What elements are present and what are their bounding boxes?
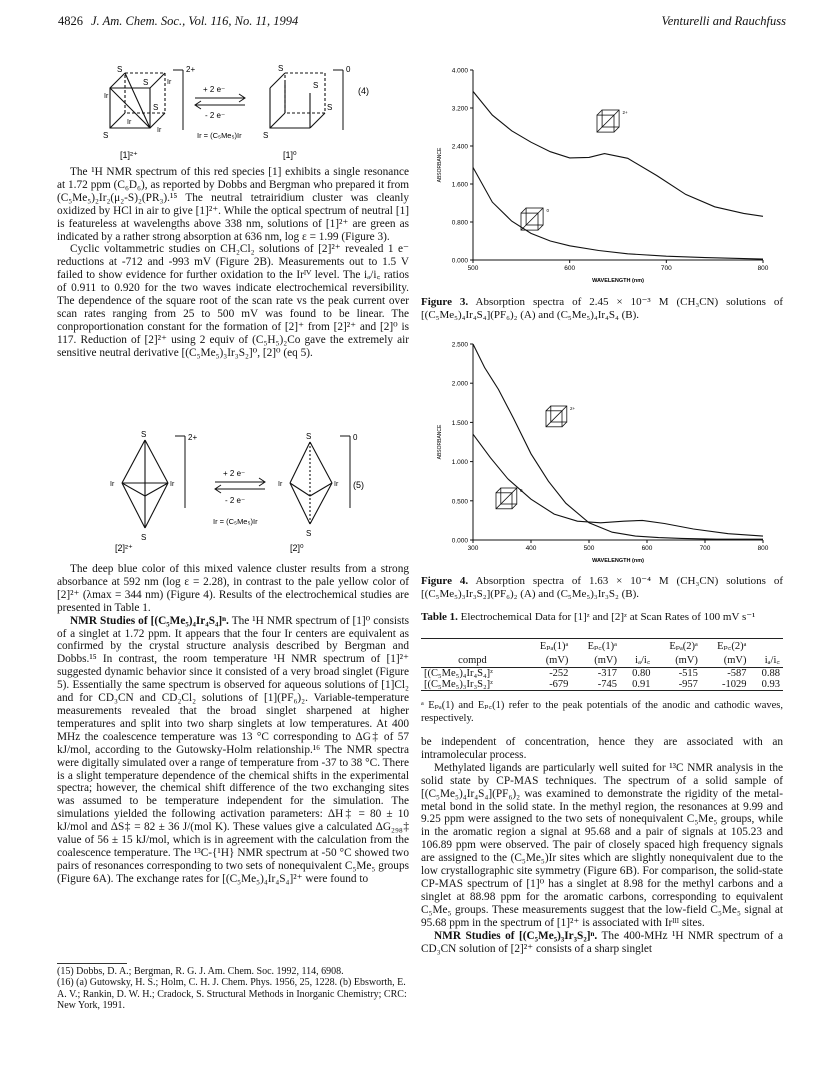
cluster-inset <box>546 406 567 427</box>
arrow-bottom-label: - 2 e⁻ <box>225 496 246 505</box>
cell: 0.80 <box>632 668 651 679</box>
charge-left: 2+ <box>188 433 198 442</box>
cell: 0.91 <box>632 679 651 690</box>
svg-text:S: S <box>327 103 333 112</box>
y-tick-label: 1.000 <box>451 459 468 467</box>
svg-text:S: S <box>153 103 159 112</box>
paragraph-text: The ¹H NMR spectrum of [1]⁰ consists of a singlet at 1.72 ppm. It appears that the four Ir centers are equivalent as confirmed by the crystal structure analysis described by Bergman and Dobbs.¹⁵ In contrast, the room temperature ¹H NMR spectrum of [1]²⁺ suggested dynamic behavior since it consisted of a very broad singlet (Figure 5). Essentially the same spectrum is observed for aqueous solutions of [1]Cl₂ and for CD₃CN and CD₂Cl₂ solutions of [1](PF₆)₂. Variable-temperature measurements revealed that the broad singlet sharpened at higher temperatures and split into two sharp singlets at low temperatures. At 400 MHz the coalescence temperature was 13 °C corresponding to ΔG‡ of 57 kJ/mol, according to the Gutowsky-Holm relationship.¹⁶ The NMR spectra were digitally simulated over a range of temperature from -37 to 38 °C. There is a slight temperature dependence of the chemical shifts in the experimental spectra; however, the chemical shift difference of the two exchanging sites was assumed to be temperature independent for the simulation. The simulations yielded the following activation parameters: ΔH‡ = 80 ± 10 kJ/mol and ΔS‡ = 82 ± 36 J/(mol K). These values give a calculated ΔG₂₉₈‡ value of 56 ± 15 kJ/mol, which is in agreement with the calculation from the coalescence temperature. The ¹³C-{¹H} NMR spectrum at -50 °C showed two pairs of resonances corresponding to two sets of nonequivalent C₅Me₅ groups (Figure 6A). The exchange rates for [(C₅Me₅)₄Ir₄S₄]²⁺ were found to <box>57 614 409 885</box>
inset-edge <box>614 127 619 132</box>
table-row <box>421 668 783 680</box>
scheme-eq5 <box>100 428 400 553</box>
electrochem-table <box>421 638 783 691</box>
table-header-row-2 <box>421 653 783 668</box>
table-footnote: ᵃ Eₚₐ(1) and Eₚ꜀(1) refer to the peak potentials of the anodic and cathodic waves, respectively. <box>421 700 783 724</box>
cluster-inset <box>496 488 517 509</box>
cluster-inset <box>521 208 543 230</box>
figure-3 <box>421 58 783 293</box>
figure-4 <box>421 336 783 571</box>
figure-3-caption <box>421 296 783 321</box>
ir-definition: Ir = (C₅Me₅)Ir <box>197 131 242 140</box>
cell: [(C₅Me₅)₃Ir₃S₂]ᶻ <box>424 679 493 690</box>
y-tick-label: 3.200 <box>451 105 468 113</box>
table-label: Table 1. <box>421 611 458 623</box>
footnote-rule <box>57 963 127 964</box>
cell: [(C₅Me₅)₄Ir₄S₄]ᶻ <box>424 668 493 679</box>
inset-edge <box>546 411 562 427</box>
inset-edge <box>496 493 512 509</box>
cell: -515 <box>678 668 698 679</box>
footnotes <box>57 966 409 1011</box>
x-tick-label: 800 <box>757 545 769 552</box>
footnote-16: (16) (a) Gutowsky, H. S.; Holm, C. H. J. Chem. Phys. 1956, 25, 1228. (b) Ebsworth, E. A. V.; Rankin, D. W. H.; Cradock, S. Structural Methods in Inorganic Chemistry; CRC: New York, 1991. <box>57 977 407 1011</box>
unit-header: (mV) <box>675 654 698 666</box>
label-right: [1]⁰ <box>283 150 297 160</box>
caption-text: Absorption spectra of 2.45 × 10⁻³ M (CH₃CN) solutions of [(C₅Me₅)₄Ir₄S₄](PF₆)₂ (A) and (C₅Me₅)₄Ir₄S₄ (B). <box>421 296 783 321</box>
caption-text: Absorption spectra of 1.63 × 10⁻⁴ M (CH₃CN) solutions of [(C₅Me₅)₃Ir₃S₂](PF₆)₂ (A) and (C₅Me₅)₃Ir₃S₂ (B). <box>421 575 783 600</box>
page-number: 4826 <box>58 14 83 28</box>
running-header <box>58 14 786 32</box>
svg-text:S: S <box>306 529 312 538</box>
x-tick-label: 600 <box>641 545 653 552</box>
svg-text:S: S <box>306 432 312 441</box>
label-right: [2]⁰ <box>290 543 304 553</box>
figure-4-chart <box>421 336 783 571</box>
cell: -252 <box>549 668 569 679</box>
table-1-title <box>421 611 783 624</box>
y-tick-label: 0.800 <box>451 219 468 227</box>
charge-left: 2+ <box>186 65 196 74</box>
inset-charge: 2+ <box>570 406 576 411</box>
cell: -957 <box>678 679 698 690</box>
footnote-15: (15) Dobbs, D. A.; Bergman, R. G. J. Am. Chem. Soc. 1992, 114, 6908. <box>57 966 344 977</box>
charge-right: 0 <box>346 65 351 74</box>
inset-edge <box>562 422 567 427</box>
cell: -1029 <box>721 679 747 690</box>
unit-header: (mV) <box>545 654 569 666</box>
inset-edge <box>546 406 551 411</box>
x-tick-label: 400 <box>525 545 537 552</box>
y-tick-label: 2.500 <box>451 341 468 349</box>
journal-citation: J. Am. Chem. Soc., Vol. 116, No. 11, 1994 <box>91 14 299 28</box>
scheme-eq4-drawing <box>95 58 395 163</box>
x-tick-label: 600 <box>564 265 576 272</box>
col-header: iₐ/i꜀ <box>764 655 780 666</box>
header-authors: Venturelli and Rauchfuss <box>661 14 786 28</box>
unit-header: (mV) <box>723 654 747 666</box>
series-line <box>473 167 763 259</box>
equilibrium-arrows <box>215 478 265 493</box>
cell: -317 <box>597 668 617 679</box>
inset-charge: 2+ <box>622 110 628 115</box>
scheme-eq4 <box>95 58 395 163</box>
svg-text:Ir: Ir <box>127 119 132 126</box>
inset-edge <box>496 488 501 493</box>
ir-definition: Ir = (C₅Me₅)Ir <box>213 517 258 526</box>
x-axis-label: WAVELENGTH (nm) <box>592 558 644 564</box>
inset-edge <box>562 406 567 411</box>
cluster-inset <box>597 110 619 132</box>
y-tick-label: 4.000 <box>451 67 468 75</box>
y-tick-label: 0.500 <box>451 498 468 506</box>
inset-edge <box>597 110 602 115</box>
svg-text:S: S <box>278 64 284 73</box>
inset-charge: 0 <box>546 208 550 213</box>
cell: 0.93 <box>761 679 780 690</box>
right-column-text <box>421 736 783 955</box>
paragraph-text: The 400-MHz ¹H NMR spectrum of a CD₃CN solution of [2]²⁺ consists of a sharp singlet <box>421 929 783 955</box>
cell: -679 <box>549 679 569 690</box>
svg-text:S: S <box>141 533 147 542</box>
col-header: Eₚ꜀(2)ᵃ <box>717 641 747 652</box>
col-header: compd <box>458 654 487 666</box>
paragraph: The deep blue color of this mixed valence cluster results from a strong absorbance at 592 nm (log ε = 2.28), in contrast to the pale yellow color of [2]²⁺ (λmax = 344 nm) (Figure 4). Results of the electrochemical studies are presented in Table 1. <box>57 563 409 614</box>
svg-text:S: S <box>263 131 269 140</box>
x-axis-label: WAVELENGTH (nm) <box>592 278 644 284</box>
equation-number: (5) <box>353 480 364 490</box>
col-header: Eₚₐ(2)ᵃ <box>669 641 698 652</box>
svg-text:S: S <box>313 81 319 90</box>
inset-edge <box>614 110 619 115</box>
cell: -745 <box>597 679 617 690</box>
paragraph: Methylated ligands are particularly well suited for ¹³C NMR analysis in the solid state by CP-MAS techniques. The spectrum of a solid sample of [(C₅Me₅)₄Ir₄S₄](PF₆)₂ was examined to demonstrate the rigidity of the metal-metal bond in the solid state. In the methyl region, the resonances at 9.99 and 9.25 ppm were assigned to the two sets of nonequivalent C₅Me₅ groups, while in the aromatic region a signal at 95.68 and a pair of signals at 105.23 and 106.89 ppm were observed. The pair of closely spaced high frequency signals are assigned to the (C₅Me₅)Ir sites which are slightly nonequivalent due to the low crystallographic site symmetry (Figure 6B). For comparison, the solid-state CP-MAS spectrum of [1]⁰ has a singlet at 8.98 for the methyl carbons and a singlet at 88.98 ppm for the aromatic carbons, corresponding to equivalent C₅Me₅ groups. These measurements suggest that the low-field C₅Me₅ signal at 95.68 ppm in the spectrum of [1]²⁺ is associated with Irᴵᴵᴵ sites. <box>421 761 783 929</box>
paragraph-nmr-2 <box>421 930 783 956</box>
paragraph: be independent of concentration, hence they are associated with an intramolecular process. <box>421 736 783 761</box>
y-tick-label: 1.500 <box>451 419 468 427</box>
y-tick-label: 2.400 <box>451 143 468 151</box>
svg-text:Ir: Ir <box>170 481 175 488</box>
arrow-top-label: + 2 e⁻ <box>223 469 246 478</box>
cube-cluster-left <box>110 73 165 128</box>
arrow-top-label: + 2 e⁻ <box>203 85 226 94</box>
figure-3-chart <box>421 58 783 293</box>
y-axis-label: ABSORBANCE <box>437 147 443 183</box>
svg-text:Ir: Ir <box>110 481 115 488</box>
table-row <box>421 679 783 691</box>
cell: -587 <box>727 668 747 679</box>
left-column-upper <box>57 166 409 360</box>
cell: 0.88 <box>761 668 780 679</box>
inset-edge <box>521 208 526 213</box>
y-tick-label: 0.000 <box>451 537 468 545</box>
inset-edge <box>538 225 543 230</box>
svg-text:Ir: Ir <box>104 93 109 100</box>
series-line <box>473 344 763 539</box>
x-tick-label: 500 <box>583 545 595 552</box>
paragraph: The ¹H NMR spectrum of this red species [1] exhibits a single resonance at 1.72 ppm (C₆D₆), as reported by Dobbs and Bergman who prepared it from (C₅Me₅)₂Ir₂(μ₂-S)₂(PR₃).¹⁵ The neutral tetrairidium cluster was cleanly oxidized by HCl in air to give [1]²⁺. While the optical spectrum of neutral [1] is featureless at wavelengths above 338 nm, solutions of [1]²⁺ are green as indicated by a rather strong absorption at 636 nm, log ε = 1.99 (Figure 3). <box>57 166 409 243</box>
svg-text:Ir: Ir <box>167 79 172 86</box>
paragraph: Cyclic voltammetric studies on CH₂Cl₂ solutions of [2]²⁺ revealed 1 e⁻ reductions at -712 and -993 mV (Figure 2B). Measurements out to 1.5 V failed to show evidence for further oxidation to the Irᴵⱽ level. The iₐ/i꜀ ratios of 0.911 to 0.920 for the two waves indicate electrochemical reversibility. The dependence of the square root of the scan rate vs the peak current over scan rates ranging from 25 to 500 mV was found to be linear. The conproportionation constant for the formation of [2]⁺ from [2]²⁺ and [2]⁰ is 117. Reduction of [2]²⁺ using 2 equiv of (C₅H₅)₂Co gave the extremely air sensitive neutral derivative [(C₅Me₅)₃Ir₃S₂]⁰, [2]⁰ (eq 5). <box>57 243 409 359</box>
paragraph-nmr-1 <box>57 615 409 886</box>
svg-text:Ir: Ir <box>157 127 162 134</box>
arrow-bottom-label: - 2 e⁻ <box>205 111 226 120</box>
table-1 <box>421 638 783 691</box>
y-tick-label: 0.000 <box>451 257 468 265</box>
caption-label: Figure 4. <box>421 575 469 587</box>
x-tick-label: 800 <box>757 265 769 272</box>
unit-header: (mV) <box>594 654 617 666</box>
left-column-lower <box>57 563 409 886</box>
x-tick-label: 700 <box>699 545 711 552</box>
col-header: iₐ/i꜀ <box>635 655 651 666</box>
x-tick-label: 700 <box>660 265 672 272</box>
equilibrium-arrows <box>195 94 245 109</box>
label-left: [2]²⁺ <box>115 543 133 553</box>
y-tick-label: 1.600 <box>451 181 468 189</box>
charge-right: 0 <box>353 433 358 442</box>
bipyramid-left <box>122 440 168 528</box>
inset-edge <box>538 208 543 213</box>
inset-charge: 0 <box>520 488 523 493</box>
col-header: Eₚ꜀(1)ᵃ <box>587 641 617 652</box>
section-heading: NMR Studies of [(C₅Me₅)₄Ir₄S₄]ⁿ. <box>70 614 229 627</box>
equation-number: (4) <box>358 86 369 96</box>
x-tick-label: 500 <box>467 265 479 272</box>
table-title-text: Electrochemical Data for [1]ᶻ and [2]ᶻ at Scan Rates of 100 mV s⁻¹ <box>457 611 756 623</box>
y-axis-label: ABSORBANCE <box>437 424 443 460</box>
svg-text:S: S <box>117 65 123 74</box>
table-header-row-1 <box>421 639 783 654</box>
caption-label: Figure 3. <box>421 296 469 308</box>
header-left <box>58 14 298 29</box>
bipyramid-right <box>290 442 332 524</box>
svg-text:Ir: Ir <box>278 481 283 488</box>
inset-edge <box>597 115 614 132</box>
scheme-eq5-drawing <box>100 428 400 553</box>
x-tick-label: 300 <box>467 545 479 552</box>
inset-edge <box>512 488 517 493</box>
col-header: Eₚₐ(1)ᵃ <box>539 641 569 652</box>
svg-text:Ir: Ir <box>334 481 339 488</box>
series-line <box>473 434 763 536</box>
svg-text:S: S <box>141 430 147 439</box>
y-tick-label: 2.000 <box>451 380 468 388</box>
label-left: [1]²⁺ <box>120 150 138 160</box>
figure-4-caption <box>421 575 783 600</box>
inset-edge <box>512 504 517 509</box>
svg-text:S: S <box>143 78 149 87</box>
inset-edge <box>521 213 538 230</box>
section-heading: NMR Studies of [(C₅Me₅)₃Ir₃S₂]ⁿ. <box>434 929 598 942</box>
svg-text:S: S <box>103 131 109 140</box>
